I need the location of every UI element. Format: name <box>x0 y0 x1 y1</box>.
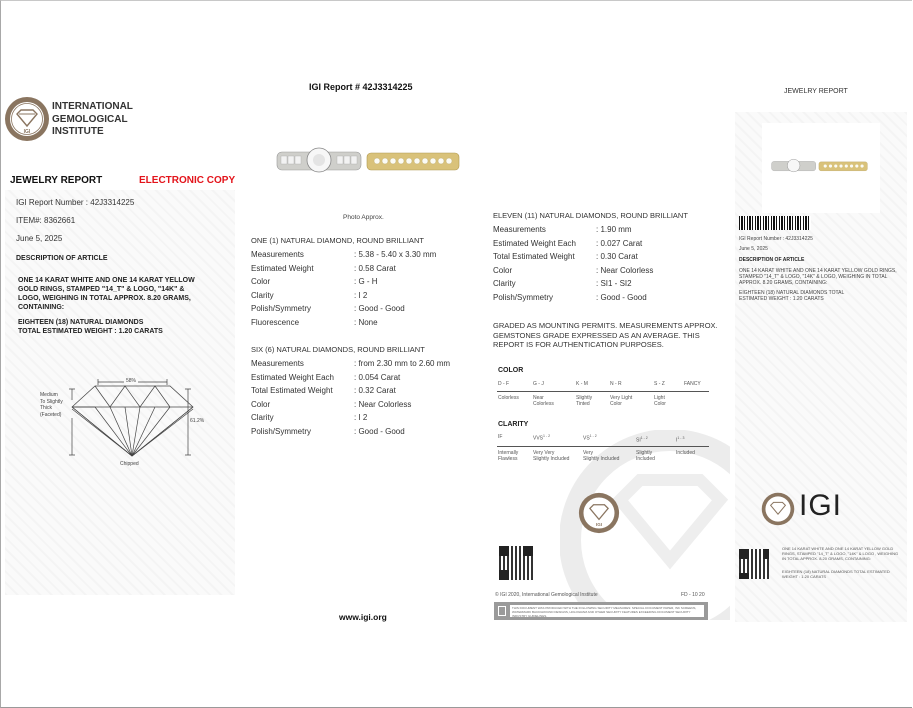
measurements-row <box>251 359 304 368</box>
fluorescence-row <box>251 318 299 327</box>
qr-code[interactable] <box>499 546 533 580</box>
clarity-row <box>251 413 274 422</box>
summary-description: ONE 14 KARAT WHITE AND ONE 14 KARAT YELLOW GOLD RINGS, STAMPED "14_T" & LOGO, "14K" & LOGO, WEIGHING IN TOTAL APPROX. 8.20 GRAMS, CONTAINING: <box>739 268 897 286</box>
note-line: GRADED AS MOUNTING PERMITS. MEASUREMENTS APPROX. <box>493 321 718 330</box>
row-value: : None <box>354 317 378 327</box>
measurements-value: 5.38 - 5.40 x 3.30 mm <box>358 250 437 259</box>
estimated-weight-value: 0.58 Carat <box>358 263 396 273</box>
clarity-description <box>498 450 518 462</box>
row-value: : Good - Good <box>596 292 647 302</box>
row-label: Clarity <box>251 413 274 422</box>
description-line: GOLD RINGS, STAMPED "14_T" & LOGO, "14K" & <box>18 286 185 293</box>
row-value: : I 2 <box>354 290 368 300</box>
weight-each-row <box>493 239 576 248</box>
row-label: Estimated Weight Each <box>251 372 335 382</box>
clarity-description <box>583 450 619 462</box>
row-value: : 0.32 Carat <box>354 386 396 395</box>
description-text <box>18 276 195 312</box>
total-weight-row <box>493 252 575 261</box>
color-scale-descriptions <box>498 395 708 409</box>
description-line: Light <box>654 395 665 401</box>
description-line: Colorless <box>498 395 519 401</box>
lock-icon <box>498 606 506 616</box>
color-description <box>533 395 554 407</box>
color-description <box>610 395 632 407</box>
row-value: : Good - Good <box>354 426 405 436</box>
girdle-label-line: To Slightly <box>40 398 63 405</box>
color-grade: N - R <box>610 381 622 387</box>
clarity-scale-descriptions <box>498 450 708 464</box>
row-value: : 0.054 Carat <box>354 372 401 382</box>
igi-logo-seal-icon <box>761 492 795 526</box>
polish-symmetry-value: Good - Good <box>358 304 405 313</box>
section2-table <box>251 359 481 444</box>
diamonds-summary <box>18 318 163 336</box>
estimated-weight-row <box>251 264 314 273</box>
clarity-row <box>251 291 274 300</box>
card-description: ONE 14 KARAT WHITE AND ONE 14 KARAT YELLOW GOLD RINGS, STAMPED "14_T" & LOGO, "14K" & LOGO , WEIGHING IN TOTAL APPROX. 8.20 GRAMS, CONTAINING: <box>782 546 899 561</box>
row-value: : 0.30 Carat <box>596 252 638 261</box>
color-row <box>251 400 270 409</box>
note-line: GEMSTONES GRADE EXPRESSED AS AN AVERAGE. THIS <box>493 330 700 340</box>
note-line: REPORT IS FOR AUTHENTICATION PURPOSES. <box>493 340 664 349</box>
summary-diamonds: EIGHTEEN (18) NATURAL DIAMONDS TOTAL ESTIMATED WEIGHT : 1.20 CARATS <box>739 290 845 302</box>
clarity-grade <box>676 436 684 444</box>
clarity-grade <box>498 434 502 440</box>
igi-logo-text: IGI <box>799 489 843 522</box>
form-code: FD - 10 20 <box>681 592 705 598</box>
weight-each-value: 0.054 Carat <box>358 372 401 382</box>
summary-date: June 5, 2025 <box>739 246 768 252</box>
row-label: Polish/Symmetry <box>251 304 312 313</box>
polish-symmetry-row <box>251 304 311 313</box>
description-line: Very Very <box>533 450 555 456</box>
clarity-grade <box>533 434 550 442</box>
row-label: Color <box>493 265 513 275</box>
description-heading: DESCRIPTION OF ARTICLE <box>16 255 108 262</box>
color-description <box>654 395 666 407</box>
summary-qr-code[interactable] <box>739 549 769 579</box>
total-weight-value: 0.32 Carat <box>358 386 396 395</box>
clarity-description <box>636 450 655 462</box>
color-scale-divider <box>497 391 709 392</box>
row-label: Measurements <box>251 250 304 259</box>
security-notice <box>494 602 708 620</box>
measurements-value: from 2.30 mm to 2.60 mm <box>358 359 451 368</box>
description-line: Tinted <box>576 401 590 407</box>
description-line: Near <box>533 395 544 401</box>
measurements-value: 1.90 mm <box>600 225 632 234</box>
row-label: Estimated Weight Each <box>493 238 577 248</box>
row-label: Total Estimated Weight <box>493 252 575 261</box>
igi-seal-icon <box>4 96 50 142</box>
description-line: Slightly <box>576 395 593 401</box>
color-value: Near Colorless <box>600 265 654 275</box>
report-date: June 5, 2025 <box>16 234 63 243</box>
section2-heading: SIX (6) NATURAL DIAMONDS, ROUND BRILLIANT <box>251 345 425 354</box>
color-grade: G - J <box>533 381 544 387</box>
security-text: THIS DOCUMENT WAS PRODUCED WITH THE FOLLOWING SECURITY MEASURES: SPECIAL DOCUMENT PAPER, INK SCREENS, WATERMARK BACKGROUND DESIGNS, HOLOGRAM AND OTHER SECURITY FEATURES EXCEEDING DOCUMENT SECURITY INDUSTRY GUIDELINES. <box>510 605 704 617</box>
girdle-label-line: (Faceted) <box>40 411 62 418</box>
clarity-description <box>676 450 695 456</box>
row-label: Estimated Weight <box>251 263 314 273</box>
row-label: Measurements <box>493 225 546 234</box>
row-label: Color <box>251 277 271 286</box>
row-value: : 5.38 - 5.40 x 3.30 mm <box>354 250 437 259</box>
institute-name <box>52 101 133 139</box>
copyright: © IGI 2020, International Gemological Institute <box>495 592 598 598</box>
polish-symmetry-value: Good - Good <box>358 426 405 436</box>
total-weight-row <box>251 386 333 395</box>
svg-text:IGI: IGI <box>23 129 31 135</box>
section1-table <box>251 250 481 335</box>
electronic-copy-badge: ELECTRONIC COPY <box>139 175 236 186</box>
diamonds-count: EIGHTEEN (18) NATURAL DIAMONDS <box>18 319 144 326</box>
girdle-label-line: Thick <box>40 405 52 411</box>
description-line: ONE 14 KARAT WHITE AND ONE 14 KARAT YELLOW <box>18 277 195 284</box>
clarity-description <box>533 450 569 462</box>
table-percent: 58% <box>126 378 137 384</box>
clarity-scale-title: CLARITY <box>498 421 529 428</box>
photo-caption: Photo Approx. <box>343 214 384 221</box>
row-value: : Near Colorless <box>354 399 412 409</box>
grade-range: 1 - 2 <box>589 434 597 438</box>
clarity-scale-grades <box>498 434 708 446</box>
institute-line-1: INTERNATIONAL <box>52 101 133 112</box>
polish-symmetry-row <box>251 427 311 436</box>
grade-label: IF <box>498 434 503 440</box>
row-value: : Near Colorless <box>596 265 654 275</box>
svg-text:IGI: IGI <box>595 521 603 527</box>
girdle-label-line: Medium <box>40 392 58 398</box>
description-line: Internally <box>498 450 519 456</box>
grade-range: 1 - 3 <box>677 436 685 440</box>
institute-line-2: GEMOLOGICAL <box>52 113 128 125</box>
description-line: Very <box>583 450 594 456</box>
report-title: IGI Report # 42J3314225 <box>309 82 413 92</box>
row-value: : 0.58 Carat <box>354 263 396 273</box>
description-line: Slightly Included <box>533 456 570 462</box>
weight-each-row <box>251 373 334 382</box>
color-description <box>498 395 519 401</box>
crown-bracket <box>67 388 77 456</box>
description-line: Color <box>654 401 666 407</box>
grade-label: VVS <box>533 435 544 442</box>
description-line: Flawless <box>498 456 518 462</box>
grade-range: 1 - 2 <box>543 434 551 438</box>
summary-report-number: IGI Report Number : 42J3314225 <box>739 236 813 242</box>
summary-desc-heading: DESCRIPTION OF ARTICLE <box>739 257 805 263</box>
clarity-value: I 2 <box>358 413 368 422</box>
grade-label: VS <box>583 435 590 442</box>
card-diamonds: EIGHTEEN (18) NATURAL DIAMONDS TOTAL ESTIMATED WEIGHT : 1.20 CARATS <box>782 569 890 579</box>
color-description <box>576 395 592 407</box>
description-line: Included <box>636 456 655 462</box>
color-grade: FANCY <box>684 381 701 387</box>
item-number: ITEM#: 8362661 <box>16 216 76 225</box>
rings-photo <box>275 140 465 178</box>
row-label: Clarity <box>251 290 274 300</box>
depth-percent: 61.2% <box>190 418 205 424</box>
weight-each-value: 0.027 Carat <box>600 238 643 248</box>
institute-line-3: INSTITUTE <box>52 126 104 137</box>
barcode <box>739 216 811 230</box>
grade-label: SI <box>636 437 641 444</box>
total-weight-value: 0.30 Carat <box>600 252 638 261</box>
report-type-title: JEWELRY REPORT <box>10 175 103 186</box>
row-label: Color <box>251 399 271 409</box>
section3-heading: ELEVEN (11) NATURAL DIAMONDS, ROUND BRILLIANT <box>493 211 688 220</box>
total-weight: TOTAL ESTIMATED WEIGHT : 1.20 CARATS <box>18 328 163 335</box>
row-value: : SI1 - SI2 <box>596 279 632 288</box>
measurements-row <box>251 250 304 259</box>
clarity-grade <box>636 436 648 444</box>
clarity-value: SI1 - SI2 <box>600 279 632 288</box>
description-line: Slightly Included <box>583 456 620 462</box>
culet-label: Chipped <box>120 461 139 467</box>
color-grade: K - M <box>576 381 588 387</box>
measurements-row <box>493 225 546 234</box>
row-label: Fluorescence <box>251 317 300 327</box>
clarity-value: I 2 <box>358 290 368 300</box>
color-value: G - H <box>358 277 378 286</box>
website-link[interactable]: www.igi.org <box>339 612 387 622</box>
color-row <box>493 266 512 275</box>
description-line: Colorless <box>533 401 554 407</box>
row-label: Total Estimated Weight <box>251 386 333 395</box>
description-line: Color <box>610 401 622 407</box>
grading-note <box>493 321 718 350</box>
girdle-label <box>40 392 63 418</box>
description-line: CONTAINING: <box>18 304 65 311</box>
color-scale-title: COLOR <box>498 367 524 374</box>
summary-title: JEWELRY REPORT <box>784 88 848 95</box>
description-line: LOGO, WEIGHING IN TOTAL APPROX. 8.20 GRAMS, <box>18 295 191 302</box>
color-row <box>251 277 270 286</box>
row-value: : Good - Good <box>354 304 405 313</box>
row-value: : G - H <box>354 277 378 286</box>
report-number: IGI Report Number : 42J3314225 <box>16 198 135 207</box>
description-line: Included <box>676 450 695 456</box>
clarity-row <box>493 279 516 288</box>
summary-rings-photo <box>763 155 878 175</box>
color-grade: D - F <box>498 381 510 387</box>
description-line: Slightly <box>636 450 653 456</box>
polish-symmetry-value: Good - Good <box>600 292 647 302</box>
description-line: Very Light <box>610 395 633 401</box>
polish-symmetry-row <box>493 293 553 302</box>
color-grade: S - Z <box>654 381 665 387</box>
row-label: Polish/Symmetry <box>251 426 312 436</box>
row-value: : from 2.30 mm to 2.60 mm <box>354 359 451 368</box>
row-value: : 1.90 mm <box>596 225 632 234</box>
row-value: : I 2 <box>354 413 368 422</box>
fluorescence-value: None <box>358 317 378 327</box>
igi-seal-small-icon <box>578 492 620 534</box>
clarity-scale-divider <box>497 446 709 447</box>
row-label: Polish/Symmetry <box>493 292 554 302</box>
grade-range: 1 - 2 <box>640 436 648 440</box>
grade-label: I <box>676 437 678 444</box>
row-value: : 0.027 Carat <box>596 238 643 248</box>
section3-table <box>493 225 723 310</box>
color-value: Near Colorless <box>358 399 412 409</box>
section1-heading: ONE (1) NATURAL DIAMOND, ROUND BRILLIANT <box>251 236 424 245</box>
row-label: Measurements <box>251 359 304 368</box>
row-label: Clarity <box>493 279 516 288</box>
clarity-grade <box>583 434 597 442</box>
